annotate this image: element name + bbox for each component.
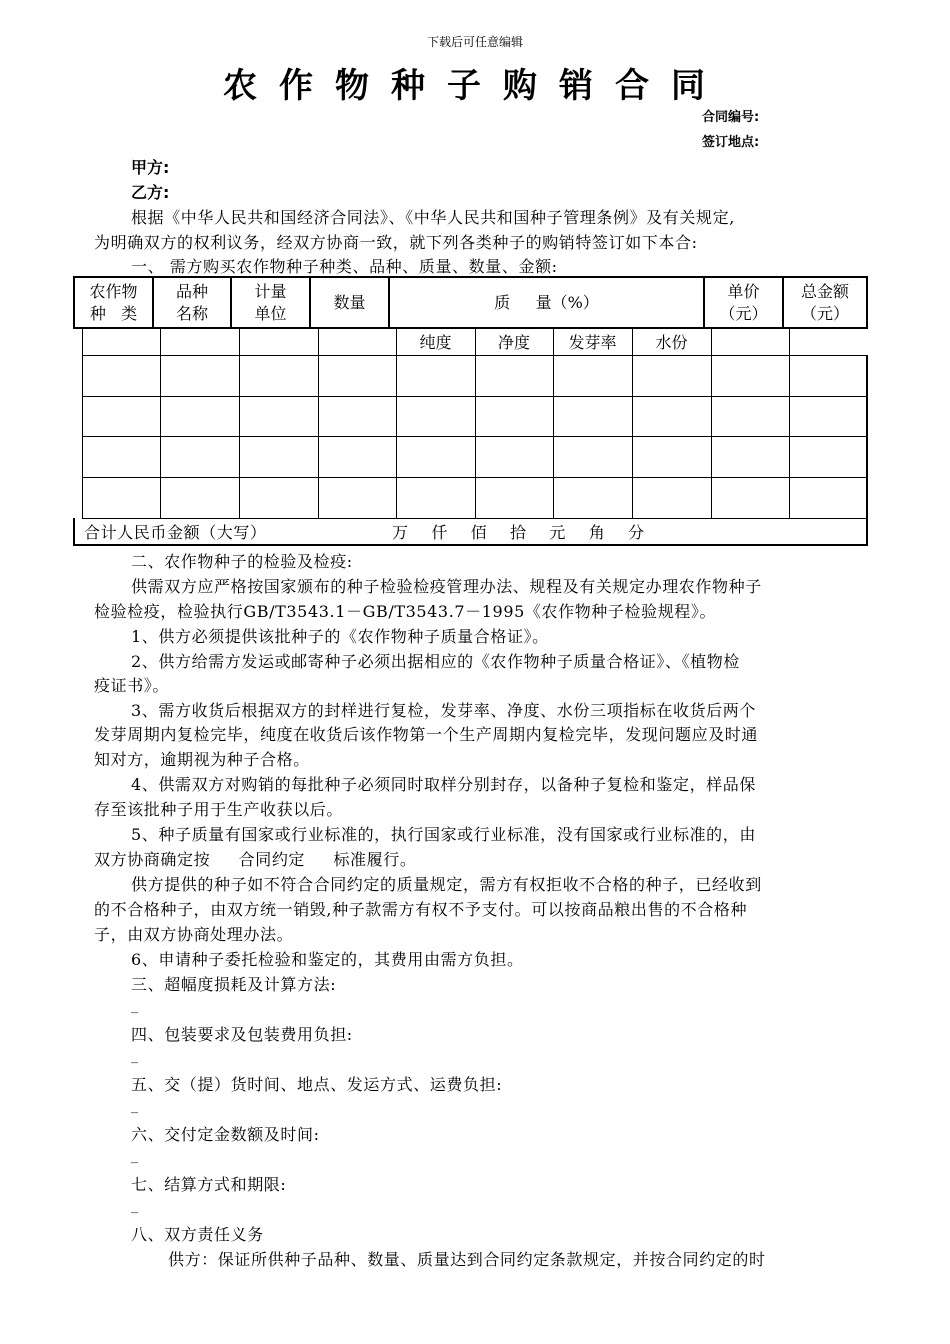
section2-title: 二、农作物种子的检验及检疫:: [131, 552, 353, 571]
section2-line: 存至该批种子用于生产收获以后。: [94, 800, 344, 819]
party-b-label: 乙方:: [131, 183, 170, 202]
section2-line: 疫证书》。: [94, 676, 170, 695]
section2-line: 双方协商确定按 合同约定 标准履行。: [94, 850, 417, 869]
section2-line: 检验检疫，检验执行GB/T3543.1－GB/T3543.7－1995《农作物种子检验规程》。: [94, 602, 717, 621]
col-header-quantity: 数量: [333, 292, 366, 312]
col-header-unit-price: 单价 （元）: [719, 281, 768, 323]
section6-title: 六、交付定金数额及时间:: [131, 1125, 320, 1144]
section1-title: 一、 需方购买农作物种子种类、品种、质量、数量、金额:: [131, 257, 558, 276]
col-header-purity: 纯度: [419, 332, 452, 352]
section2-line: 3、需方收货后根据双方的封样进行复检，发芽率、净度、水份三项指标在收货后两个: [131, 701, 756, 720]
section7-title: 七、结算方式和期限:: [131, 1175, 287, 1194]
col-header-total: 总金额 （元）: [800, 281, 849, 323]
contract-no-label: 合同编号:: [702, 110, 760, 125]
section3-title: 三、超幅度损耗及计算方法:: [131, 975, 337, 994]
section8-line: 供方：保证所供种子品种、数量、质量达到合同约定条款规定，并按合同约定的时: [168, 1250, 766, 1269]
section4-title: 四、包装要求及包装费用负担:: [131, 1025, 353, 1044]
intro-line: 为明确双方的权利议务，经双方协商一致，就下列各类种子的购销特签订如下本合:: [94, 233, 698, 252]
section5-title: 五、交（提）货时间、地点、发运方式、运费负担:: [131, 1075, 503, 1094]
col-header-quality: 质 量（%）: [494, 292, 599, 312]
section2-line: 发芽周期内复检完毕，纯度在收货后该作物第一个生产周期内复检完毕，发现问题应及时通: [94, 725, 759, 744]
party-a-label: 甲方:: [131, 158, 170, 177]
blank-line: _: [131, 1148, 138, 1164]
sign-place-label: 签订地点:: [702, 135, 760, 150]
col-header-variety: 品种 名称: [175, 281, 208, 323]
section2-line: 6、申请种子委托检验和鉴定的，其费用由需方负担。: [131, 950, 524, 969]
blank-line: _: [131, 1198, 138, 1214]
total-amount-label: 合计人民币金额（大写）: [84, 523, 267, 542]
page-title: 农作物种子购销合同: [223, 66, 727, 106]
col-header-germination: 发芽率: [568, 332, 617, 352]
section2-line: 知对方，逾期视为种子合格。: [94, 750, 310, 769]
section2-line: 5、种子质量有国家或行业标准的，执行国家或行业标准，没有国家或行业标准的，由: [131, 825, 756, 844]
blank-line: _: [131, 998, 138, 1014]
blank-line: _: [131, 1098, 138, 1114]
header-note: 下载后可任意编辑: [426, 35, 523, 49]
section2-line: 的不合格种子，由双方统一销毁,种子款需方有权不予支付。可以按商品粮出售的不合格种: [94, 900, 748, 919]
blank-line: _: [131, 1048, 138, 1064]
section2-line: 1、供方必须提供该批种子的《农作物种子质量合格证》。: [131, 627, 549, 646]
section2-line: 2、供方给需方发运或邮寄种子必须出据相应的《农作物种子质量合格证》、《植物检: [131, 652, 740, 671]
col-header-moisture: 水份: [655, 332, 688, 352]
col-header-crop: 农作物 种 类: [89, 281, 138, 323]
section2-line: 子，由双方协商处理办法。: [94, 925, 294, 944]
col-header-cleanliness: 净度: [497, 332, 530, 352]
section8-title: 八、双方责任义务: [131, 1225, 264, 1244]
section2-line: 供方提供的种子如不符合合同约定的质量规定，需方有权拒收不合格的种子，已经收到: [131, 875, 762, 894]
section2-line: 供需双方应严格按国家颁布的种子检验检疫管理办法、规程及有关规定办理农作物种子: [131, 577, 762, 596]
col-header-unit: 计量 单位: [254, 281, 287, 323]
intro-line: 根据《中华人民共和国经济合同法》、《中华人民共和国种子管理条例》及有关规定,: [131, 208, 735, 227]
section2-line: 4、供需双方对购销的每批种子必须同时取样分别封存，以备种子复检和鉴定，样品保: [131, 775, 756, 794]
total-amount-units: 万 仟 佰 拾 元 角 分: [392, 523, 645, 542]
